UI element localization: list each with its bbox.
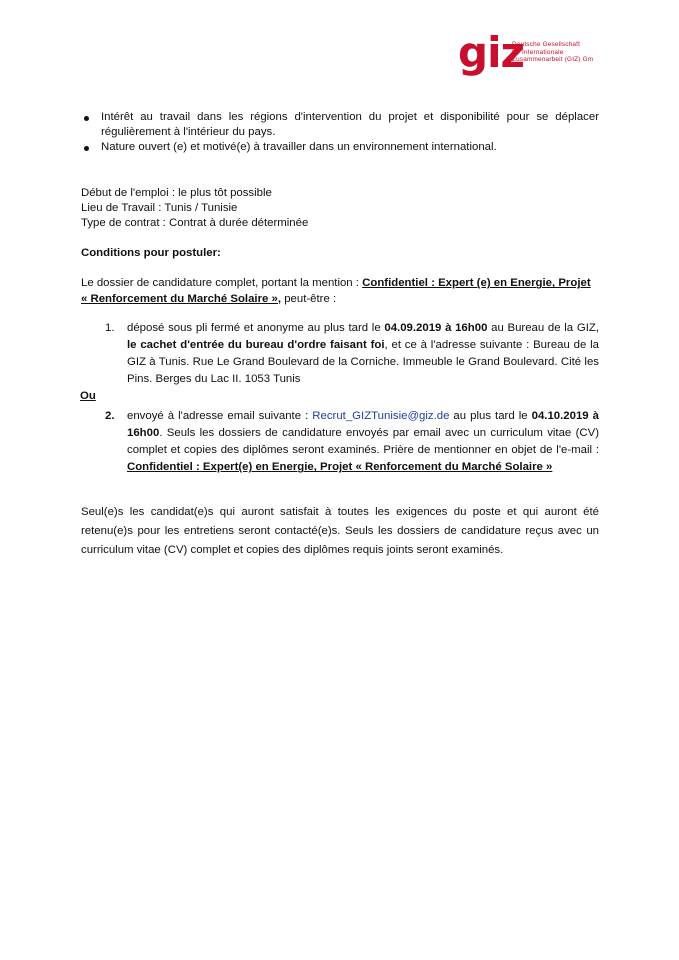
- option-text: au plus tard le: [449, 409, 532, 422]
- option-number: 1.: [105, 321, 115, 334]
- deadline-date: 04.09.2019 à 16h00: [384, 321, 488, 334]
- bullet-icon: [84, 116, 89, 121]
- logo-line: für Internationale: [512, 48, 564, 56]
- email-subject: Confidentiel : Expert(e) en Energie, Projet « Renforcement du Marché Solaire »: [127, 461, 553, 474]
- job-contract: Type de contrat : Contrat à durée déterminée: [81, 217, 309, 230]
- application-option-2: [81, 408, 599, 477]
- list-item: [81, 110, 599, 140]
- stamp-note: le cachet d'entrée du bureau d'ordre faisant foi: [127, 339, 385, 352]
- or-separator: Ou: [80, 389, 96, 402]
- intro-prefix: Le dossier de candidature complet, portant la mention :: [81, 277, 363, 290]
- job-start: Début de l'emploi : le plus tôt possible: [81, 186, 272, 199]
- email-link[interactable]: Recrut_GIZTunisie@giz.de: [312, 409, 450, 422]
- option-number: 2.: [105, 409, 115, 422]
- list-item-text: Nature ouvert (e) et motivé(e) à travailler dans un environnement international.: [101, 141, 497, 154]
- job-info: [81, 186, 599, 232]
- option-text: . Seuls les dossiers de candidature envoyés par email avec un curriculum vitae (CV) complet et copies des diplômes seront examinés. Prière de mentionner en objet de l'e-mail :: [127, 427, 599, 457]
- job-location: Lieu de Travail : Tunis / Tunisie: [81, 201, 238, 214]
- document-body: [81, 110, 599, 560]
- logo-line: Deutsche Gesellschaft: [512, 41, 581, 48]
- deadline-date: 04.10.2019 à 16h00: [127, 409, 599, 440]
- giz-logo: [458, 28, 670, 77]
- list-item-text: Intérêt au travail dans les régions d'intervention du projet et disponibilité pour se déplacer régulièrement à l'intérieur du pays.: [101, 111, 599, 139]
- bullet-icon: [84, 146, 89, 151]
- application-option-1: [81, 320, 599, 389]
- closing-paragraph: Seul(e)s les candidat(e)s qui auront satisfait à toutes les exigences du poste et qui auront été retenu(e)s pour les entretiens seront contacté(e)s. Seuls les dossiers de candidature reçus avec un curriculum vitae (CV) complet et copies des diplômes requis joints seront examinés.: [81, 505, 599, 557]
- conditions-heading: Conditions pour postuler:: [81, 247, 221, 260]
- requirements-list: [81, 110, 599, 156]
- option-address: , et ce à l'adresse suivante : Bureau de la GIZ à Tunis. Rue Le Grand Boulevard de la Corniche. Immeuble le Grand Boulevard. Cité les Pins. Berges du Lac II. 1053 Tunis: [127, 339, 599, 386]
- logo-line: Zusammenarbeit (GIZ) Gm: [512, 56, 594, 64]
- list-item: [81, 140, 599, 155]
- giz-logo-mark: giz: [458, 28, 524, 77]
- giz-logo-text: [512, 41, 593, 64]
- option-text: au Bureau de la GIZ,: [487, 321, 599, 334]
- option-text: déposé sous pli fermé et anonyme au plus tard le: [127, 321, 385, 334]
- option-text: envoyé à l'adresse email suivante :: [127, 409, 313, 422]
- intro-mention: Confidentiel : Expert (e) en Energie, Projet « Renforcement du Marché Solaire »,: [81, 277, 591, 305]
- conditions-intro: [81, 276, 599, 306]
- intro-suffix: peut-être :: [281, 292, 337, 305]
